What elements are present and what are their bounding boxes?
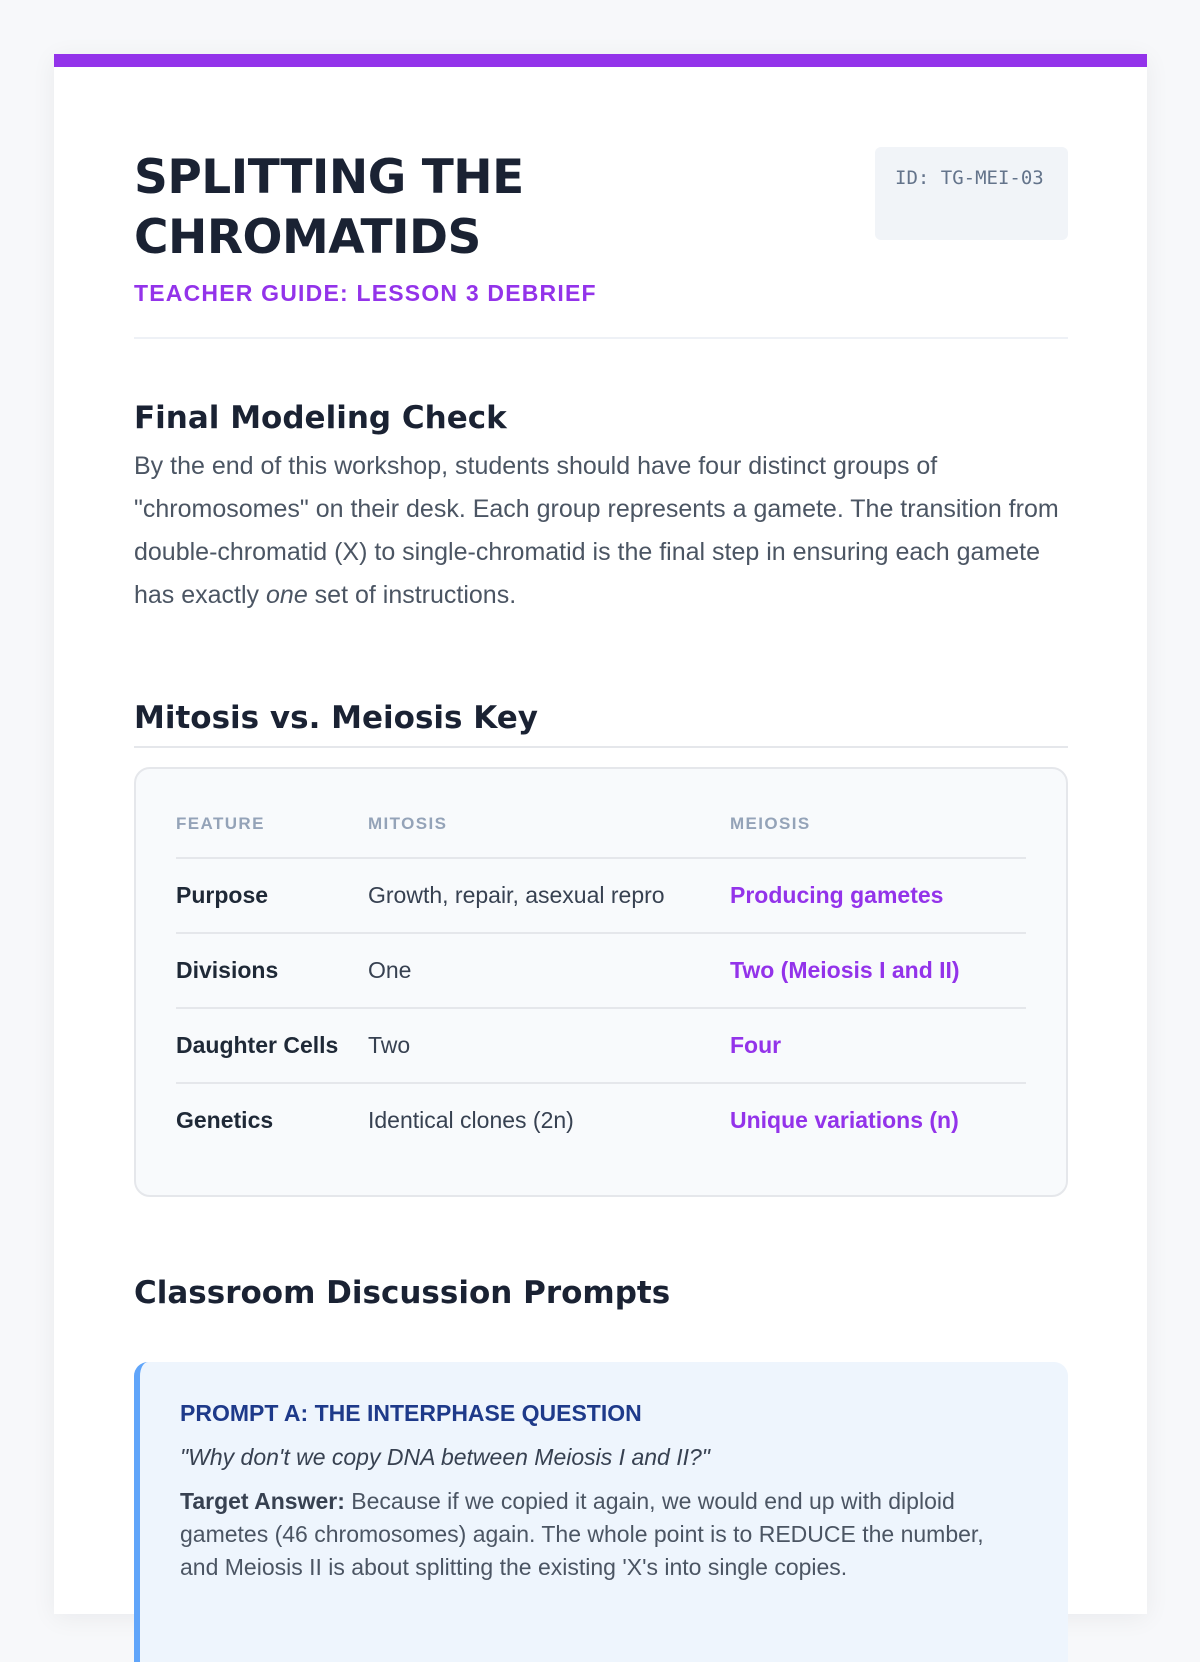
table-header-row <box>176 791 1026 858</box>
meiosis-cell: Two (Meiosis I and II) <box>730 933 1026 1008</box>
final-check-text-end: set of instructions. <box>307 581 517 609</box>
final-check-emphasis: one <box>266 581 308 609</box>
key-heading: Mitosis vs. Meiosis Key <box>134 700 1068 748</box>
card-content <box>134 67 1068 1580</box>
teacher-guide-card <box>54 54 1147 1614</box>
prompt-question: "Why don't we copy DNA between Meiosis I and II?" <box>180 1444 710 1470</box>
page-title: SPLITTING THE CHROMATIDS <box>134 150 524 265</box>
meiosis-cell: Unique variations (n) <box>730 1107 959 1133</box>
target-answer-label: Target Answer: <box>180 1488 345 1514</box>
mitosis-cell: Identical clones (2n) <box>368 1107 574 1133</box>
mitosis-cell: One <box>368 933 730 1008</box>
table-row <box>176 1008 1026 1083</box>
table-row <box>176 1083 1026 1157</box>
feature-cell: Divisions <box>176 933 368 1008</box>
column-header-mitosis: MITOSIS <box>368 791 730 858</box>
feature-cell: Genetics <box>176 1107 274 1133</box>
meiosis-cell: Producing gametes <box>730 858 1026 933</box>
comparison-table <box>176 791 1026 1157</box>
comparison-table-card <box>134 767 1068 1197</box>
target-answer-text: Because if we copied it again, we would end up with diploid gametes (46 chromosomes) again. The whole point is to REDUCE the number, and Meiosis II is about splitting the existing 'X's into single copies. <box>180 1488 984 1580</box>
table-row <box>176 933 1026 1008</box>
meiosis-cell: Four <box>730 1008 1026 1083</box>
table-row <box>176 858 1026 933</box>
mitosis-cell: Two <box>368 1008 730 1083</box>
feature-cell: Purpose <box>176 858 368 933</box>
prompts-heading: Classroom Discussion Prompts <box>134 1275 671 1311</box>
final-check-text <box>134 445 1068 617</box>
prompt-answer <box>180 1485 1028 1584</box>
final-check-heading: Final Modeling Check <box>134 400 507 436</box>
mitosis-cell: Growth, repair, asexual repro <box>368 858 730 933</box>
column-header-meiosis: MEIOSIS <box>730 791 1026 858</box>
feature-cell: Daughter Cells <box>176 1008 368 1083</box>
prompt-card <box>134 1362 1068 1662</box>
page-subtitle: TEACHER GUIDE: LESSON 3 DEBRIEF <box>134 280 597 306</box>
column-header-feature: FEATURE <box>176 791 368 858</box>
guide-header <box>134 67 1068 339</box>
prompt-title: PROMPT A: THE INTERPHASE QUESTION <box>180 1400 642 1426</box>
final-check-text-start: By the end of this workshop, students should have four distinct groups of "chromosomes" on their desk. Each group represents a gamete. The transition from double-chromatid (X) to single-chromatid is the final step in ensuring each gamete has exactly <box>134 452 1059 609</box>
document-id-badge: ID: TG-MEI-03 <box>875 147 1068 240</box>
